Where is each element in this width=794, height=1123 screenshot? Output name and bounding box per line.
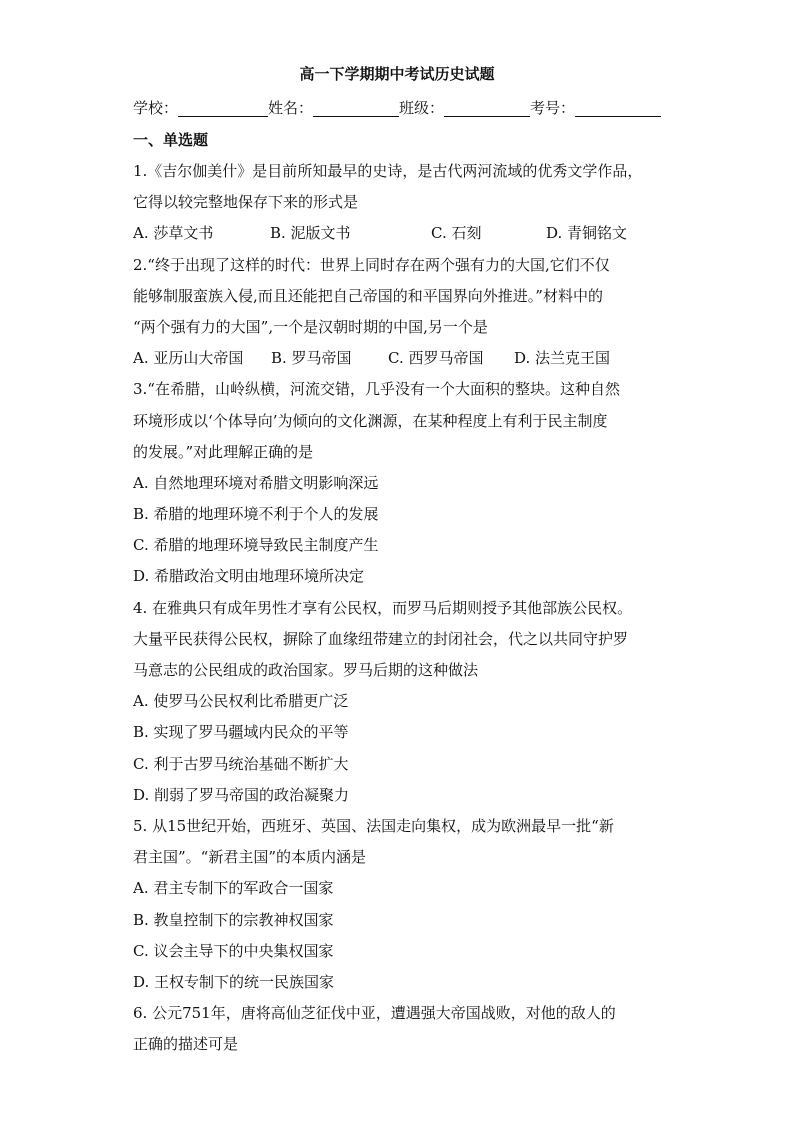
question-2: [133, 250, 673, 375]
option-a: A. 亚历山大帝国: [133, 349, 244, 368]
page-title: 高一下学期期中考试历史试题: [299, 65, 495, 83]
class-label: 班级：: [399, 99, 445, 117]
number-label: 考号：: [530, 99, 576, 117]
question-stem-line: 马意志的公民组成的政治国家。罗马后期的这种做法: [133, 661, 479, 679]
question-stem-line: 3.“在希腊，山岭纵横，河流交错，几乎没有一个大面积的整块。这种自然: [133, 380, 620, 399]
name-label: 姓名：: [268, 99, 314, 117]
question-6: [133, 998, 673, 1060]
option-d: D. 青铜铭文: [546, 224, 628, 243]
question-stem-line: 6. 公元751年，唐将高仙芝征伐中亚，遭遇强大帝国战败，对他的敌人的: [133, 1004, 616, 1023]
option-d: D. 王权专制下的统一民族国家: [133, 972, 335, 991]
option-a: A. 莎草文书: [133, 224, 214, 243]
questions-body: [133, 156, 673, 1060]
question-4: [133, 593, 673, 811]
option-row: [133, 343, 673, 374]
option-c: C. 议会主导下的中央集权国家: [133, 941, 334, 960]
student-info-line: [133, 96, 673, 120]
name-blank: [313, 98, 399, 117]
question-1: [133, 156, 673, 250]
option-c: C. 西罗马帝国: [388, 349, 484, 368]
option-c: C. 利于古罗马统治基础不断扩大: [133, 754, 349, 773]
question-stem-line: 能够制服蛮族入侵,而且还能把自己帝国的和平国界向外推进。”材料中的: [133, 286, 603, 305]
option-d: D. 希腊政治文明由地理环境所决定: [133, 567, 365, 586]
option-d: D. 削弱了罗马帝国的政治凝聚力: [133, 785, 350, 804]
option-d: D. 法兰克王国: [514, 349, 611, 368]
question-5: [133, 811, 673, 998]
question-stem-line: 1.《吉尔伽美什》是目前所知最早的史诗，是古代两河流域的优秀文学作品，: [133, 162, 643, 180]
number-blank: [575, 98, 661, 117]
option-b: B. 罗马帝国: [271, 349, 352, 368]
option-c: C. 希腊的地理环境导致民主制度产生: [133, 536, 379, 555]
question-stem-line: 正确的描述可是: [133, 1035, 239, 1054]
class-blank: [444, 98, 530, 117]
option-b: B. 实现了罗马疆域内民众的平等: [133, 723, 349, 742]
option-b: B. 教皇控制下的宗教神权国家: [133, 910, 334, 929]
option-a: A. 君主专制下的军政合一国家: [133, 879, 334, 898]
section-heading: 一、单选题: [133, 131, 209, 149]
question-stem-line: 5. 从15世纪开始，西班牙、英国、法国走向集权，成为欧洲最早一批“新: [133, 816, 614, 835]
question-stem-line: 君主国”。“新君主国”的本质内涵是: [133, 848, 367, 867]
school-label: 学校：: [133, 99, 179, 117]
question-stem-line: 大量平民获得公民权，摒除了血缘纽带建立的封闭社会，代之以共同守护罗: [133, 629, 629, 648]
option-b: B. 泥版文书: [270, 224, 351, 243]
question-stem-line: 的发展。”对此理解正确的是: [133, 442, 314, 461]
question-stem-line: 它得以较完整地保存下来的形式是: [133, 193, 359, 212]
option-a: A. 自然地理环境对希腊文明影响深远: [133, 473, 379, 492]
question-3: [133, 374, 673, 592]
school-blank: [178, 98, 268, 117]
question-stem-line: 2.“终于出现了这样的时代：世界上同时存在两个强有力的大国,它们不仅: [133, 255, 610, 274]
option-b: B. 希腊的地理环境不利于个人的发展: [133, 505, 379, 524]
question-stem-line: 环境形成以‘个体导向’为倾向的文化渊源，在某种程度上有利于民主制度: [133, 411, 608, 430]
option-a: A. 使罗马公民权利比希腊更广泛: [133, 692, 349, 711]
option-c: C. 石刻: [431, 224, 482, 243]
option-row: [133, 218, 673, 249]
question-stem-line: 4. 在雅典只有成年男性才享有公民权，而罗马后期则授予其他部族公民权。: [133, 598, 633, 617]
question-stem-line: “两个强有力的大国”,一个是汉朝时期的中国,另一个是: [133, 317, 488, 336]
